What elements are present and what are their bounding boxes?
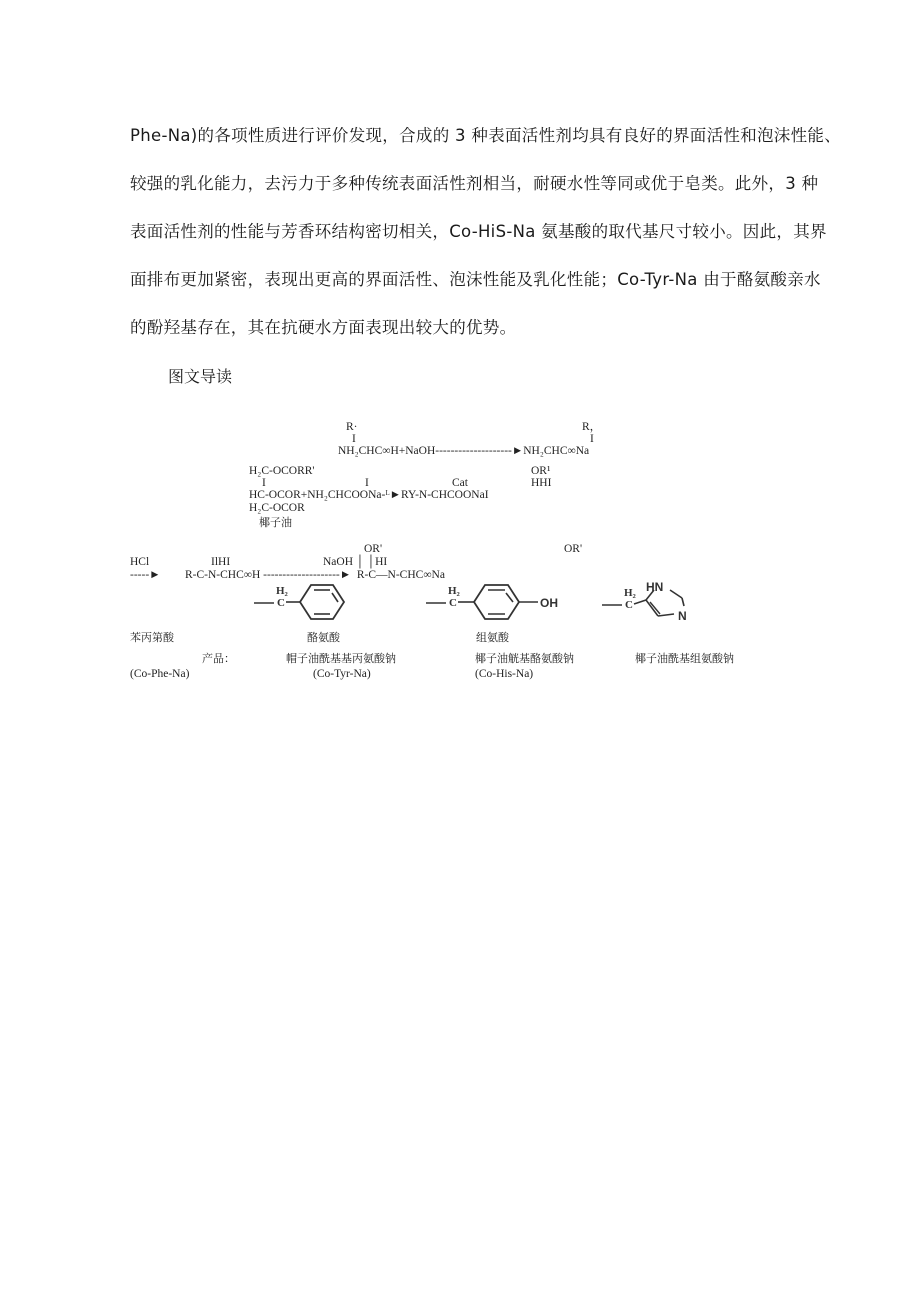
r2-cat: Cat (452, 477, 468, 489)
n-label: N (678, 609, 687, 623)
tyr-label: 酪氨酸 (307, 631, 340, 644)
r3-ilhi: IlHI (211, 556, 231, 568)
coconut-oil-label: 椰子油 (259, 516, 292, 529)
oh-label: OH (540, 596, 558, 610)
r3-naoh-hi: NaOH │ │HI (323, 556, 388, 568)
ch2-h2-label: H₂ (276, 585, 288, 597)
r2-line1: H₂C-OCORR' (249, 465, 315, 477)
r2-line4: H₂C-OCOR (249, 502, 305, 514)
product-1-code: (Co-Phe-Na) (130, 668, 190, 680)
r1-r-right: R， (582, 421, 602, 433)
r1-i-left: I (352, 433, 356, 445)
ch2-c-label: C (277, 597, 285, 609)
hn-label: HN (646, 580, 664, 594)
r1-r-left: R· (346, 421, 358, 433)
paragraph-line: 较强的乳化能力，去污力于多种传统表面活性剂相当，耐硬水性等同或优于皂类。此外，3 种 (130, 174, 819, 193)
r2-line3: HC-OCOR+NH₂CHCOONa-ᴸ►RY-N-CHCOONaI (249, 489, 489, 501)
ch2-h2-label: H₂ (448, 585, 460, 597)
hydroxybenzyl-structure (424, 582, 574, 630)
imidazole-structure (600, 576, 700, 632)
r3-or-mid: OR' (364, 543, 383, 555)
his-label: 组氨酸 (476, 631, 509, 644)
ch2-c-label: C (625, 599, 633, 611)
body-paragraph (130, 112, 841, 352)
r1-equation: NH₂CHC∞H+NaOH--------------------►NH₂CHC∞Na (338, 445, 590, 457)
product-1-name: 帽子油酰基基丙氨酸钠 (286, 652, 396, 665)
paragraph-line: Phe-Na)的各项性质进行评价发现，合成的 3 种表面活性剂均具有良好的界面活性和泡沫性能、 (130, 126, 841, 145)
r2-hhi: HHI (531, 477, 552, 489)
r3-hcl: HCl (130, 556, 150, 568)
paragraph-line: 面排布更加紧密，表现出更高的界面活性、泡沫性能及乳化性能；Co-Tyr-Na 由于酪氨酸亲水 (130, 270, 821, 289)
product-2-code: (Co-Tyr-Na) (313, 668, 371, 680)
r3-arrow-left: -----► (130, 569, 161, 581)
r2-i2: I (365, 477, 369, 489)
product-2-name: 椰子油觥基酪氨酸钠 (475, 652, 574, 665)
product-3-code: (Co-His-Na) (475, 668, 534, 680)
r3-or-right: OR' (564, 543, 583, 555)
paragraph-line: 表面活性剂的性能与芳香环结构密切相关，Co-HiS-Na 氨基酸的取代基尺寸较小。因此，其界 (130, 222, 827, 241)
products-prefix: 产品： (202, 652, 235, 665)
r2-or1: OR¹ (531, 465, 551, 477)
paragraph-line: 的酚羟基存在，其在抗硬水方面表现出较大的优势。 (130, 318, 517, 337)
r1-i-right: I (590, 433, 594, 445)
r3-main: R-C-N-CHC∞H --------------------► R-C—N-CHC∞Na (185, 569, 445, 581)
ch2-h2-label: H₂ (624, 587, 636, 599)
phe-label: 苯丙第酸 (130, 631, 174, 644)
product-3-name: 椰子油酰基组氨酸钠 (635, 652, 734, 665)
benzyl-structure (252, 582, 356, 630)
r2-i1: I (262, 477, 266, 489)
section-heading: 图文导读 (168, 367, 233, 386)
ch2-c-label: C (449, 597, 457, 609)
